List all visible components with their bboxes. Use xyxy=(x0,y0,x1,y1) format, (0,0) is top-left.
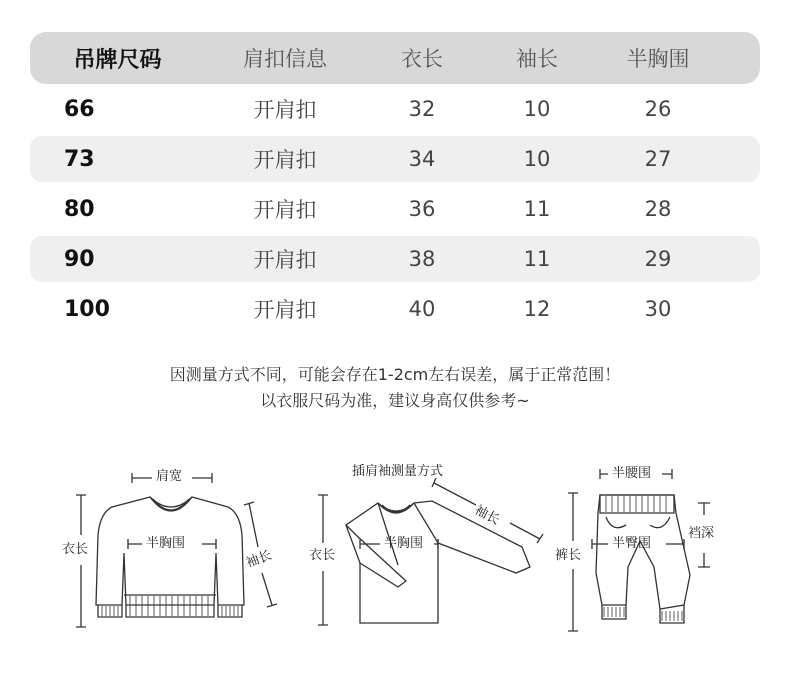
header-chest: 半胸围 xyxy=(626,47,690,71)
shoulder-cell: 开肩扣 xyxy=(253,198,317,222)
size-cell: 80 xyxy=(64,196,95,222)
shoulder-cell: 开肩扣 xyxy=(253,148,317,172)
measurement-diagram xyxy=(0,455,790,655)
chest-cell: 27 xyxy=(644,147,672,171)
table-row xyxy=(30,184,760,234)
raglan-chest-label: 半胸围 xyxy=(384,536,424,551)
length-cell: 36 xyxy=(408,197,436,221)
sweater-shoulder-label: 肩宽 xyxy=(156,469,183,484)
chest-cell: 29 xyxy=(644,247,672,271)
sweater-chest-label: 半胸围 xyxy=(146,536,186,551)
shoulder-cell: 开肩扣 xyxy=(253,298,317,322)
shoulder-cell: 开肩扣 xyxy=(253,248,317,272)
shoulder-cell: 开肩扣 xyxy=(253,98,317,122)
table-row xyxy=(30,136,760,182)
header-size: 吊牌尺码 xyxy=(73,47,162,73)
raglan-length-label: 衣长 xyxy=(309,548,336,563)
length-cell: 40 xyxy=(408,297,436,321)
pants-thigh-label: 半臀围 xyxy=(612,536,652,551)
table-row xyxy=(30,84,760,134)
measurement-note-line1: 因测量方式不同，可能会存在1-2cm左右误差，属于正常范围！ xyxy=(169,365,621,384)
chest-cell: 30 xyxy=(644,297,672,321)
table-header-row xyxy=(30,32,760,84)
pants-rise-label: 裆深 xyxy=(688,526,715,541)
sleeve-cell: 10 xyxy=(523,147,551,171)
header-shoulder: 肩扣信息 xyxy=(243,47,327,71)
size-cell: 66 xyxy=(64,96,95,122)
garment-illustrations xyxy=(0,455,790,655)
sleeve-cell: 10 xyxy=(523,97,551,121)
pants-waist-label: 半腰围 xyxy=(612,466,652,481)
size-cell: 90 xyxy=(64,246,95,272)
sleeve-cell: 12 xyxy=(523,297,551,321)
size-cell: 100 xyxy=(64,296,110,322)
sweater-length-label: 衣长 xyxy=(62,542,89,557)
sweater-sleeve-label: 袖长 xyxy=(244,548,274,571)
raglan-sleeve-label: 袖长 xyxy=(472,502,503,529)
raglan-illustration xyxy=(318,478,543,625)
length-cell: 38 xyxy=(408,247,436,271)
chest-cell: 26 xyxy=(644,97,672,121)
sleeve-cell: 11 xyxy=(523,247,551,271)
chest-cell: 28 xyxy=(644,197,672,221)
sleeve-cell: 11 xyxy=(523,197,551,221)
measurement-note-line2: 以衣服尺码为准，建议身高仅供参考~ xyxy=(260,391,530,410)
length-cell: 32 xyxy=(408,97,436,121)
size-cell: 73 xyxy=(64,146,95,172)
size-table xyxy=(30,32,760,334)
header-sleeve: 袖长 xyxy=(516,47,558,71)
table-row xyxy=(30,284,760,334)
table-row xyxy=(30,236,760,282)
pants-length-label: 裤长 xyxy=(555,548,582,563)
length-cell: 34 xyxy=(408,147,436,171)
header-length: 衣长 xyxy=(401,47,443,71)
raglan-title: 插肩袖测量方式 xyxy=(352,464,444,479)
